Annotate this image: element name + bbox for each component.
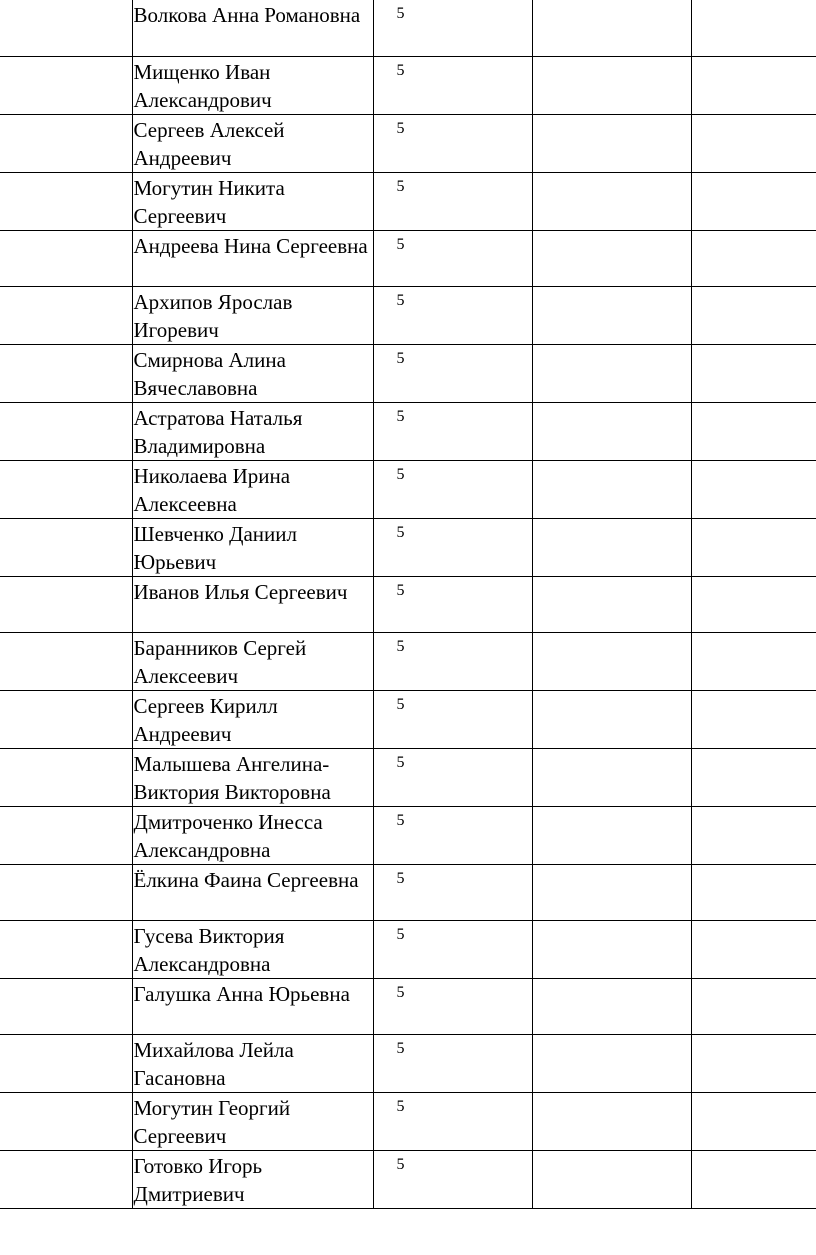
- grade-value: 5: [396, 1097, 405, 1115]
- empty-cell: [691, 1150, 816, 1208]
- number-cell: [0, 402, 132, 460]
- grade-cell: [373, 56, 532, 114]
- student-name: Могутин Никита Сергеевич: [133, 175, 285, 228]
- empty-cell: [532, 576, 691, 632]
- student-name-cell: [132, 806, 373, 864]
- table-row: [0, 978, 816, 1034]
- student-name-cell: [132, 286, 373, 344]
- empty-cell: [532, 864, 691, 920]
- grade-value: 5: [396, 637, 405, 655]
- table-row: [0, 114, 816, 172]
- grade-value: 5: [396, 119, 405, 137]
- number-cell: [0, 576, 132, 632]
- empty-cell: [691, 230, 816, 286]
- grade-value: 5: [396, 1155, 405, 1173]
- grade-cell: [373, 518, 532, 576]
- empty-cell: [532, 748, 691, 806]
- grade-cell: [373, 1150, 532, 1208]
- grade-cell: [373, 172, 532, 230]
- grade-cell: [373, 114, 532, 172]
- grade-cell: [373, 0, 532, 56]
- grade-value: 5: [396, 581, 405, 599]
- table-row: [0, 748, 816, 806]
- student-name: Смирнова Алина Вячеславовна: [133, 347, 286, 400]
- empty-cell: [691, 806, 816, 864]
- number-cell: [0, 690, 132, 748]
- number-cell: [0, 978, 132, 1034]
- empty-cell: [691, 56, 816, 114]
- student-name: Андреева Нина Сергеевна: [133, 233, 368, 258]
- student-name: Галушка Анна Юрьевна: [133, 981, 350, 1006]
- empty-cell: [532, 920, 691, 978]
- table-row: [0, 0, 816, 56]
- grade-cell: [373, 920, 532, 978]
- number-cell: [0, 632, 132, 690]
- student-name-cell: [132, 576, 373, 632]
- grade-cell: [373, 460, 532, 518]
- number-cell: [0, 1034, 132, 1092]
- student-name: Иванов Илья Сергеевич: [133, 579, 348, 604]
- student-name-cell: [132, 748, 373, 806]
- empty-cell: [532, 632, 691, 690]
- student-name-cell: [132, 978, 373, 1034]
- student-name-cell: [132, 1034, 373, 1092]
- table-row: [0, 344, 816, 402]
- empty-cell: [691, 402, 816, 460]
- student-name-cell: [132, 632, 373, 690]
- table-row: [0, 402, 816, 460]
- grade-value: 5: [396, 407, 405, 425]
- table-row: [0, 172, 816, 230]
- student-name: Малышева Ангелина-Виктория Викторовна: [133, 751, 331, 804]
- student-name-cell: [132, 460, 373, 518]
- grade-value: 5: [396, 695, 405, 713]
- empty-cell: [691, 518, 816, 576]
- grade-cell: [373, 748, 532, 806]
- table-row: [0, 230, 816, 286]
- empty-cell: [532, 460, 691, 518]
- table-row: [0, 690, 816, 748]
- grade-value: 5: [396, 177, 405, 195]
- number-cell: [0, 460, 132, 518]
- number-cell: [0, 230, 132, 286]
- student-name-cell: [132, 518, 373, 576]
- empty-cell: [691, 1092, 816, 1150]
- student-name-cell: [132, 1092, 373, 1150]
- grade-cell: [373, 632, 532, 690]
- empty-cell: [691, 748, 816, 806]
- empty-cell: [691, 978, 816, 1034]
- empty-cell: [532, 518, 691, 576]
- table-row: [0, 806, 816, 864]
- student-name: Могутин Георгий Сергеевич: [133, 1095, 291, 1148]
- empty-cell: [691, 114, 816, 172]
- number-cell: [0, 344, 132, 402]
- number-cell: [0, 864, 132, 920]
- grade-cell: [373, 1034, 532, 1092]
- table-row: [0, 518, 816, 576]
- empty-cell: [691, 920, 816, 978]
- student-name-cell: [132, 344, 373, 402]
- grade-value: 5: [396, 465, 405, 483]
- table-row: [0, 576, 816, 632]
- student-name-cell: [132, 920, 373, 978]
- grade-cell: [373, 806, 532, 864]
- grade-value: 5: [396, 983, 405, 1001]
- student-name: Дмитроченко Инесса Александровна: [133, 809, 323, 862]
- student-name-cell: [132, 230, 373, 286]
- grade-value: 5: [396, 869, 405, 887]
- empty-cell: [532, 114, 691, 172]
- grade-value: 5: [396, 5, 405, 22]
- student-name-cell: [132, 402, 373, 460]
- grade-value: 5: [396, 61, 405, 79]
- empty-cell: [691, 690, 816, 748]
- empty-cell: [691, 286, 816, 344]
- empty-cell: [691, 460, 816, 518]
- number-cell: [0, 114, 132, 172]
- grade-value: 5: [396, 925, 405, 943]
- grade-value: 5: [396, 523, 405, 541]
- empty-cell: [532, 1034, 691, 1092]
- table-row: [0, 920, 816, 978]
- grade-cell: [373, 230, 532, 286]
- empty-cell: [532, 1150, 691, 1208]
- empty-cell: [691, 632, 816, 690]
- grade-cell: [373, 864, 532, 920]
- table-row: [0, 1092, 816, 1150]
- table-row: [0, 632, 816, 690]
- empty-cell: [532, 172, 691, 230]
- empty-cell: [532, 56, 691, 114]
- grade-cell: [373, 690, 532, 748]
- number-cell: [0, 56, 132, 114]
- student-name-cell: [132, 0, 373, 56]
- empty-cell: [532, 978, 691, 1034]
- empty-cell: [532, 690, 691, 748]
- number-cell: [0, 0, 132, 56]
- empty-cell: [532, 806, 691, 864]
- number-cell: [0, 172, 132, 230]
- number-cell: [0, 748, 132, 806]
- grade-value: 5: [396, 1039, 405, 1057]
- student-name: Готовко Игорь Дмитриевич: [133, 1153, 263, 1206]
- grade-cell: [373, 344, 532, 402]
- empty-cell: [532, 0, 691, 56]
- student-name: Архипов Ярослав Игоревич: [133, 289, 293, 342]
- student-name: Сергеев Кирилл Андреевич: [133, 693, 278, 746]
- table-row: [0, 460, 816, 518]
- student-name: Гусева Виктория Александровна: [133, 923, 285, 976]
- number-cell: [0, 1092, 132, 1150]
- student-name: Мищенко Иван Александрович: [133, 59, 272, 112]
- student-name-cell: [132, 114, 373, 172]
- empty-cell: [532, 1092, 691, 1150]
- student-name: Астратова Наталья Владимировна: [133, 405, 303, 458]
- grade-cell: [373, 576, 532, 632]
- student-name-cell: [132, 690, 373, 748]
- empty-cell: [691, 864, 816, 920]
- table-row: [0, 1150, 816, 1208]
- grade-cell: [373, 1092, 532, 1150]
- table-row: [0, 1034, 816, 1092]
- number-cell: [0, 286, 132, 344]
- student-name: Сергеев Алексей Андреевич: [133, 117, 285, 170]
- student-name: Ёлкина Фаина Сергеевна: [133, 867, 359, 892]
- grade-value: 5: [396, 291, 405, 309]
- grade-value: 5: [396, 753, 405, 771]
- empty-cell: [691, 0, 816, 56]
- number-cell: [0, 920, 132, 978]
- empty-cell: [532, 230, 691, 286]
- empty-cell: [532, 286, 691, 344]
- grade-value: 5: [396, 235, 405, 253]
- student-name-cell: [132, 1150, 373, 1208]
- grade-cell: [373, 402, 532, 460]
- empty-cell: [691, 1034, 816, 1092]
- grade-cell: [373, 978, 532, 1034]
- student-name: Михайлова Лейла Гасановна: [133, 1037, 294, 1090]
- student-name: Шевченко Даниил Юрьевич: [133, 521, 297, 574]
- empty-cell: [532, 402, 691, 460]
- student-name-cell: [132, 864, 373, 920]
- table-row: [0, 286, 816, 344]
- student-name-cell: [132, 56, 373, 114]
- empty-cell: [532, 344, 691, 402]
- empty-cell: [691, 172, 816, 230]
- table-row: [0, 864, 816, 920]
- number-cell: [0, 806, 132, 864]
- student-name-cell: [132, 172, 373, 230]
- grade-value: 5: [396, 811, 405, 829]
- empty-cell: [691, 576, 816, 632]
- number-cell: [0, 1150, 132, 1208]
- student-name: Баранников Сергей Алексеевич: [133, 635, 307, 688]
- number-cell: [0, 518, 132, 576]
- grade-value: 5: [396, 349, 405, 367]
- student-name: Волкова Анна Романовна: [133, 3, 361, 27]
- empty-cell: [691, 344, 816, 402]
- grade-cell: [373, 286, 532, 344]
- table-row: [0, 56, 816, 114]
- student-name: Николаева Ирина Алексеевна: [133, 463, 291, 516]
